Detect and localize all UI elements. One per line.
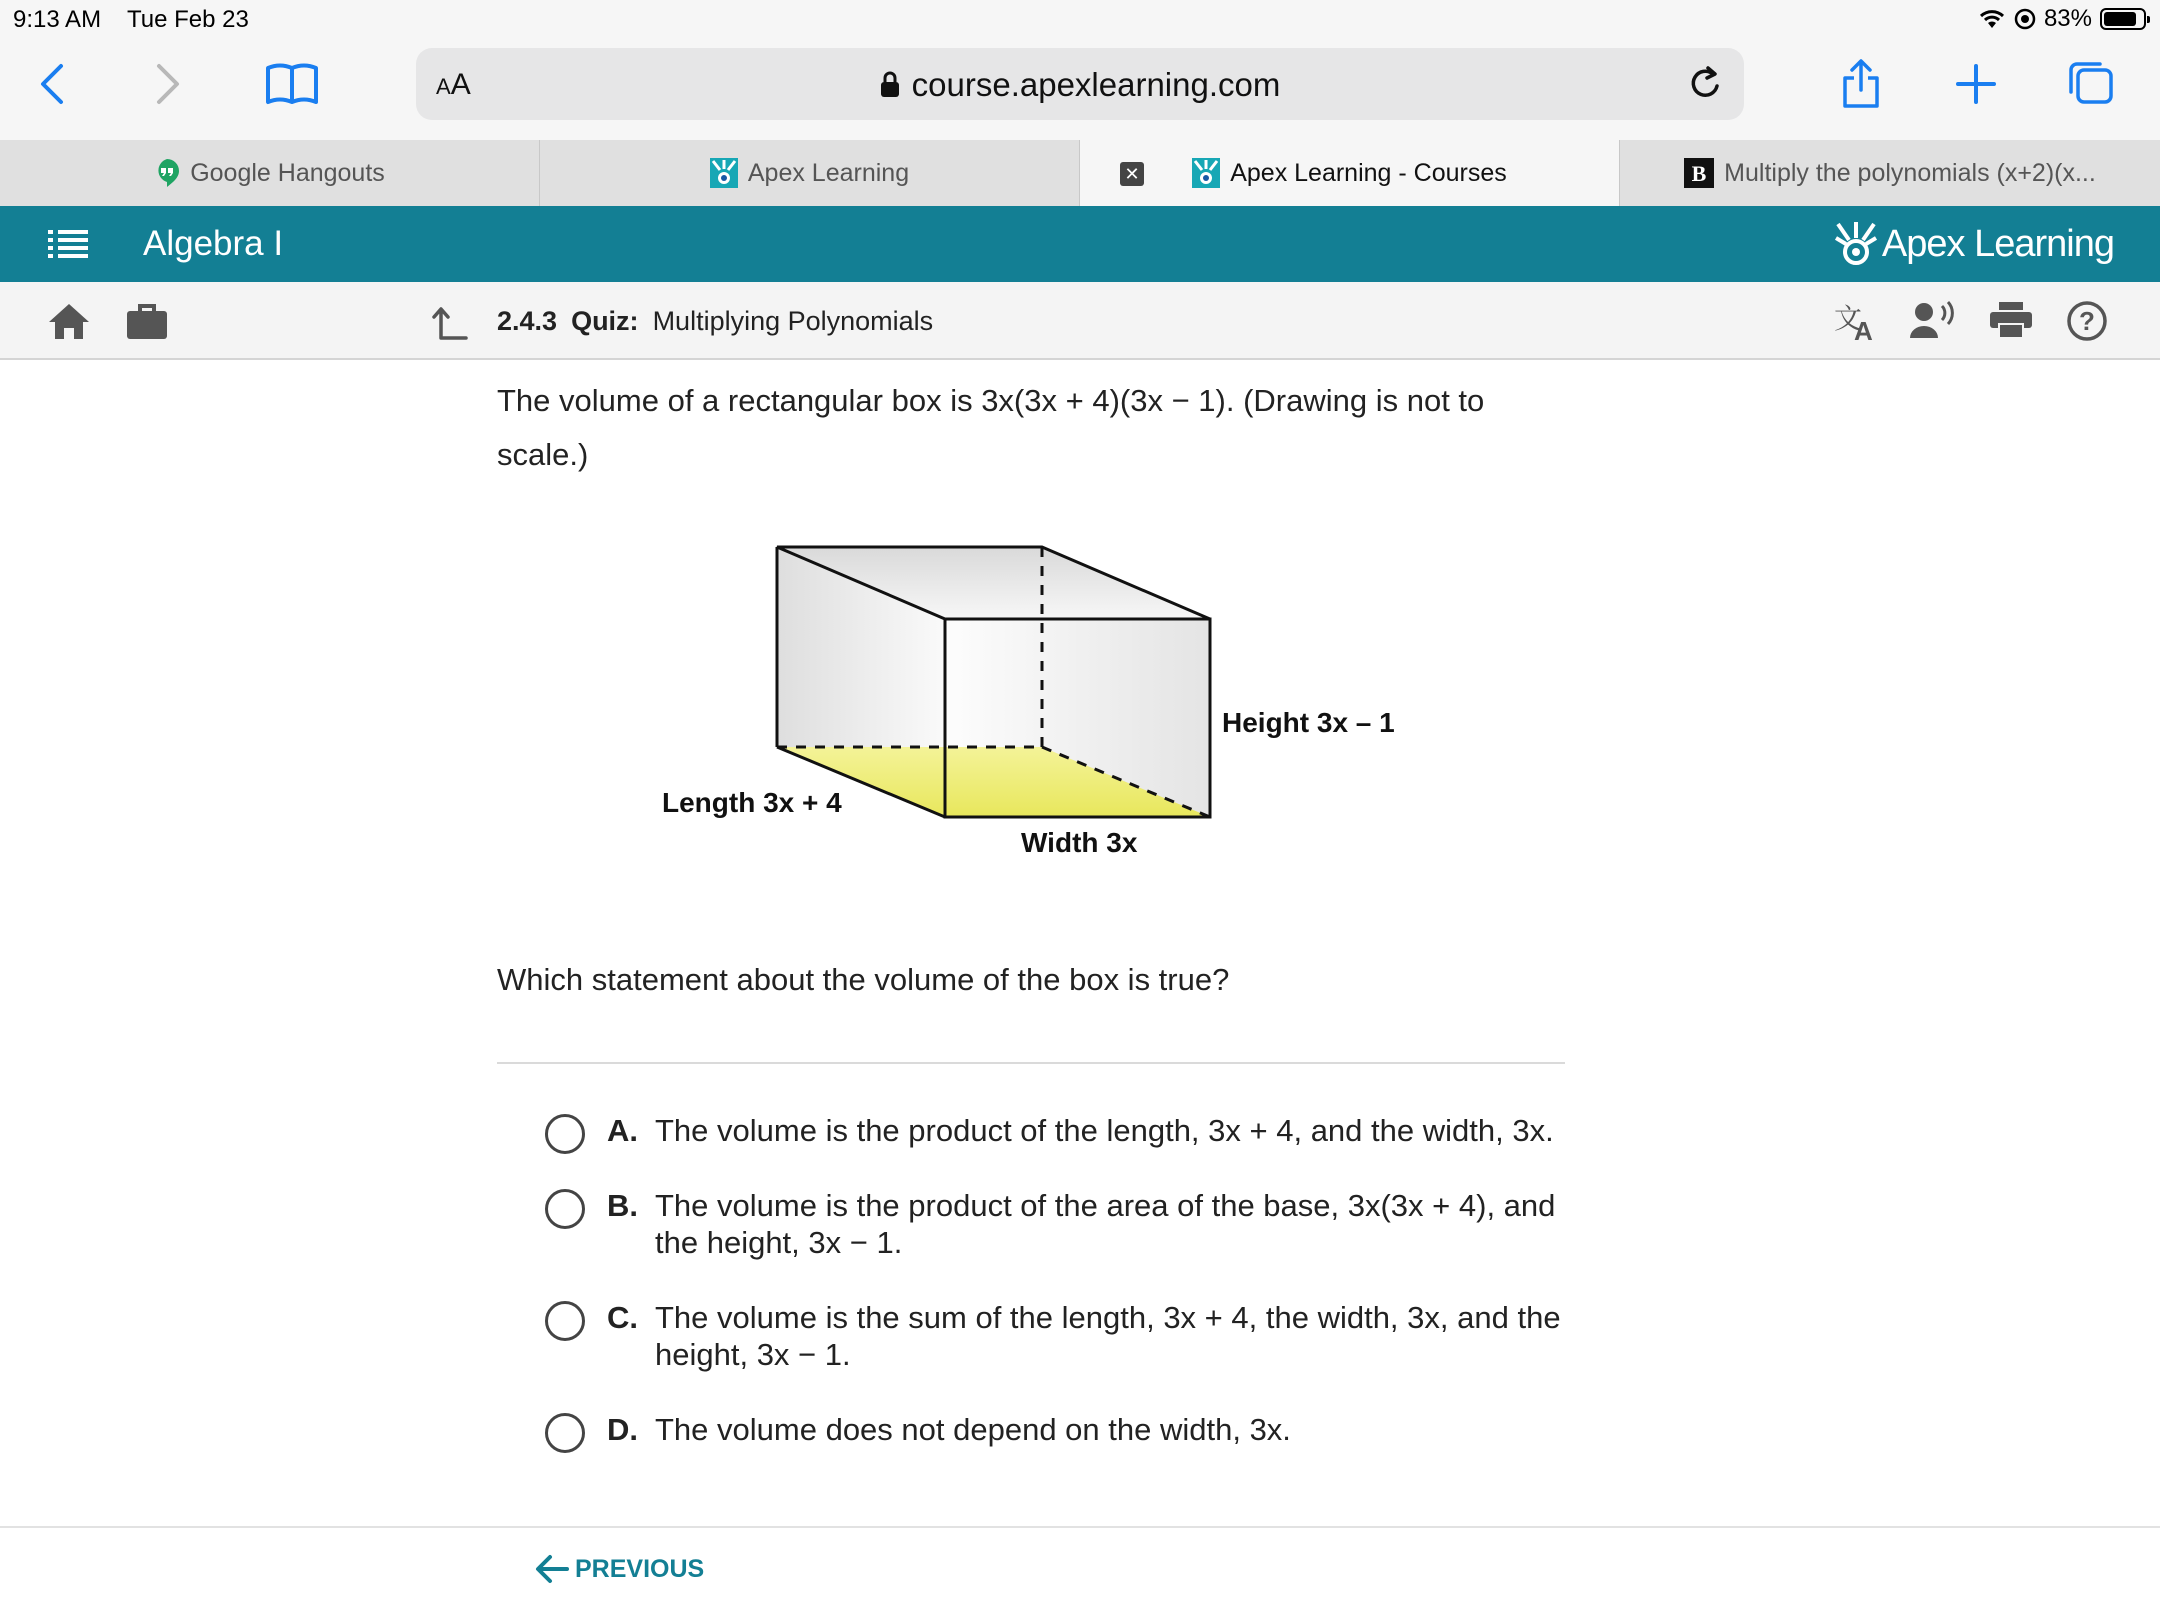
apex-icon xyxy=(710,158,738,188)
svg-text:A: A xyxy=(1854,316,1873,342)
battery-icon xyxy=(2100,8,2146,30)
choice-letter: B. xyxy=(607,1188,638,1223)
tabs-overview-button[interactable] xyxy=(2066,58,2116,108)
previous-label: PREVIOUS xyxy=(575,1554,705,1583)
radio-button[interactable] xyxy=(545,1413,585,1453)
tab-title: Multiply the polynomials (x+2)(x... xyxy=(1724,158,2096,187)
tab-apex-learning[interactable] xyxy=(540,140,1080,206)
location-lock-icon xyxy=(2014,8,2036,30)
quiz-footer xyxy=(0,1526,2160,1620)
forward-button[interactable] xyxy=(146,60,190,108)
tab-title: Google Hangouts xyxy=(190,158,385,187)
answer-choices xyxy=(545,1112,1575,1448)
choice-text: The volume is the sum of the length, 3x + 4, the width, 3x, and the height, 3x − 1. xyxy=(655,1300,1561,1372)
help-icon[interactable] xyxy=(2066,300,2108,342)
close-tab-icon[interactable]: ✕ xyxy=(1120,162,1144,186)
tab-title: Apex Learning xyxy=(747,158,910,187)
apex-icon xyxy=(1192,158,1220,188)
choice-text: The volume is the product of the length, 3x + 4, and the width, 3x. xyxy=(655,1113,1554,1148)
quiz-title: Multiplying Polynomials xyxy=(652,306,934,336)
box-figure xyxy=(497,517,1497,857)
battery-percent: 83% xyxy=(2043,5,2092,32)
length-label: Length 3x + 4 xyxy=(662,787,842,818)
arrow-left-icon xyxy=(535,1554,569,1584)
translate-icon[interactable] xyxy=(1834,300,1878,342)
briefcase-icon[interactable] xyxy=(126,302,168,340)
divider xyxy=(497,1062,1565,1064)
share-button[interactable] xyxy=(1836,54,1886,114)
apex-learning-logo xyxy=(1834,220,2114,268)
tab-title: Apex Learning - Courses xyxy=(1230,158,1507,187)
apex-logo-icon xyxy=(1834,220,1878,268)
choice-text: The volume does not depend on the width, 3x. xyxy=(655,1412,1291,1447)
new-tab-button[interactable] xyxy=(1952,60,2000,108)
question-content xyxy=(497,362,1567,1447)
wifi-icon xyxy=(1978,8,2006,30)
radio-button[interactable] xyxy=(545,1189,585,1229)
brainly-icon xyxy=(1684,158,1714,188)
tabs-icon xyxy=(2067,60,2115,106)
course-title: Algebra I xyxy=(143,224,284,263)
choice-text: The volume is the product of the area of the base, 3x(3x + 4), and the height, 3x − 1. xyxy=(655,1188,1556,1260)
rectangular-box-drawing xyxy=(497,517,1497,857)
url-text: course.apexlearning.com xyxy=(911,66,1281,103)
status-right xyxy=(1978,5,2146,33)
text-to-speech-icon[interactable] xyxy=(1910,300,1956,340)
reload-icon[interactable] xyxy=(1686,64,1724,104)
choice-b[interactable] xyxy=(545,1187,1575,1261)
browser-toolbar xyxy=(0,40,2160,140)
quiz-toolbar xyxy=(0,282,2160,360)
url-field[interactable] xyxy=(416,66,1744,104)
plus-icon xyxy=(1956,64,1996,104)
choice-letter: C. xyxy=(607,1300,638,1335)
course-header xyxy=(0,206,2160,282)
svg-text:文: 文 xyxy=(1834,302,1863,335)
hangouts-icon xyxy=(154,158,180,188)
radio-button[interactable] xyxy=(545,1114,585,1154)
share-icon xyxy=(1840,58,1882,110)
choice-c[interactable] xyxy=(545,1299,1575,1373)
book-icon xyxy=(265,62,319,106)
chevron-right-icon xyxy=(155,62,181,106)
back-button[interactable] xyxy=(30,60,74,108)
logo-text: Apex Learning xyxy=(1881,222,2114,265)
previous-button[interactable] xyxy=(535,1554,704,1584)
quiz-number: 2.4.3 xyxy=(497,306,558,336)
bookmarks-button[interactable] xyxy=(262,58,322,110)
tab-multiply-polynomials[interactable] xyxy=(1620,140,2160,206)
tab-google-hangouts[interactable] xyxy=(0,140,540,206)
tab-strip xyxy=(0,140,2160,206)
question-stem: Which statement about the volume of the box is true? xyxy=(497,962,1230,997)
choice-a[interactable] xyxy=(545,1112,1575,1149)
tab-apex-learning-courses[interactable] xyxy=(1080,140,1620,206)
print-icon[interactable] xyxy=(1990,302,2032,338)
lock-icon xyxy=(880,70,900,98)
choice-letter: D. xyxy=(607,1412,638,1447)
radio-button[interactable] xyxy=(545,1301,585,1341)
up-arrow-icon[interactable] xyxy=(432,306,468,340)
home-icon[interactable] xyxy=(48,302,90,340)
chevron-left-icon xyxy=(39,62,65,106)
address-bar[interactable] xyxy=(416,48,1744,120)
quiz-kind: Quiz: xyxy=(571,306,639,336)
menu-list-icon[interactable] xyxy=(48,228,88,258)
question-prompt: The volume of a rectangular box is 3x(3x + 4)(3x − 1). (Drawing is not to scale.) xyxy=(497,383,1485,472)
status-time: 9:13 AM xyxy=(13,6,102,33)
quiz-breadcrumb xyxy=(497,306,933,337)
status-date: Tue Feb 23 xyxy=(127,6,249,33)
width-label: Width 3x xyxy=(1021,827,1138,858)
svg-text:B: B xyxy=(1691,161,1707,186)
svg-text:?: ? xyxy=(2079,306,2095,336)
choice-d[interactable] xyxy=(545,1411,1575,1448)
height-label: Height 3x – 1 xyxy=(1222,707,1395,738)
reader-text-size-button[interactable]: AA xyxy=(436,68,471,101)
status-bar xyxy=(0,0,2160,40)
choice-letter: A. xyxy=(607,1113,638,1148)
